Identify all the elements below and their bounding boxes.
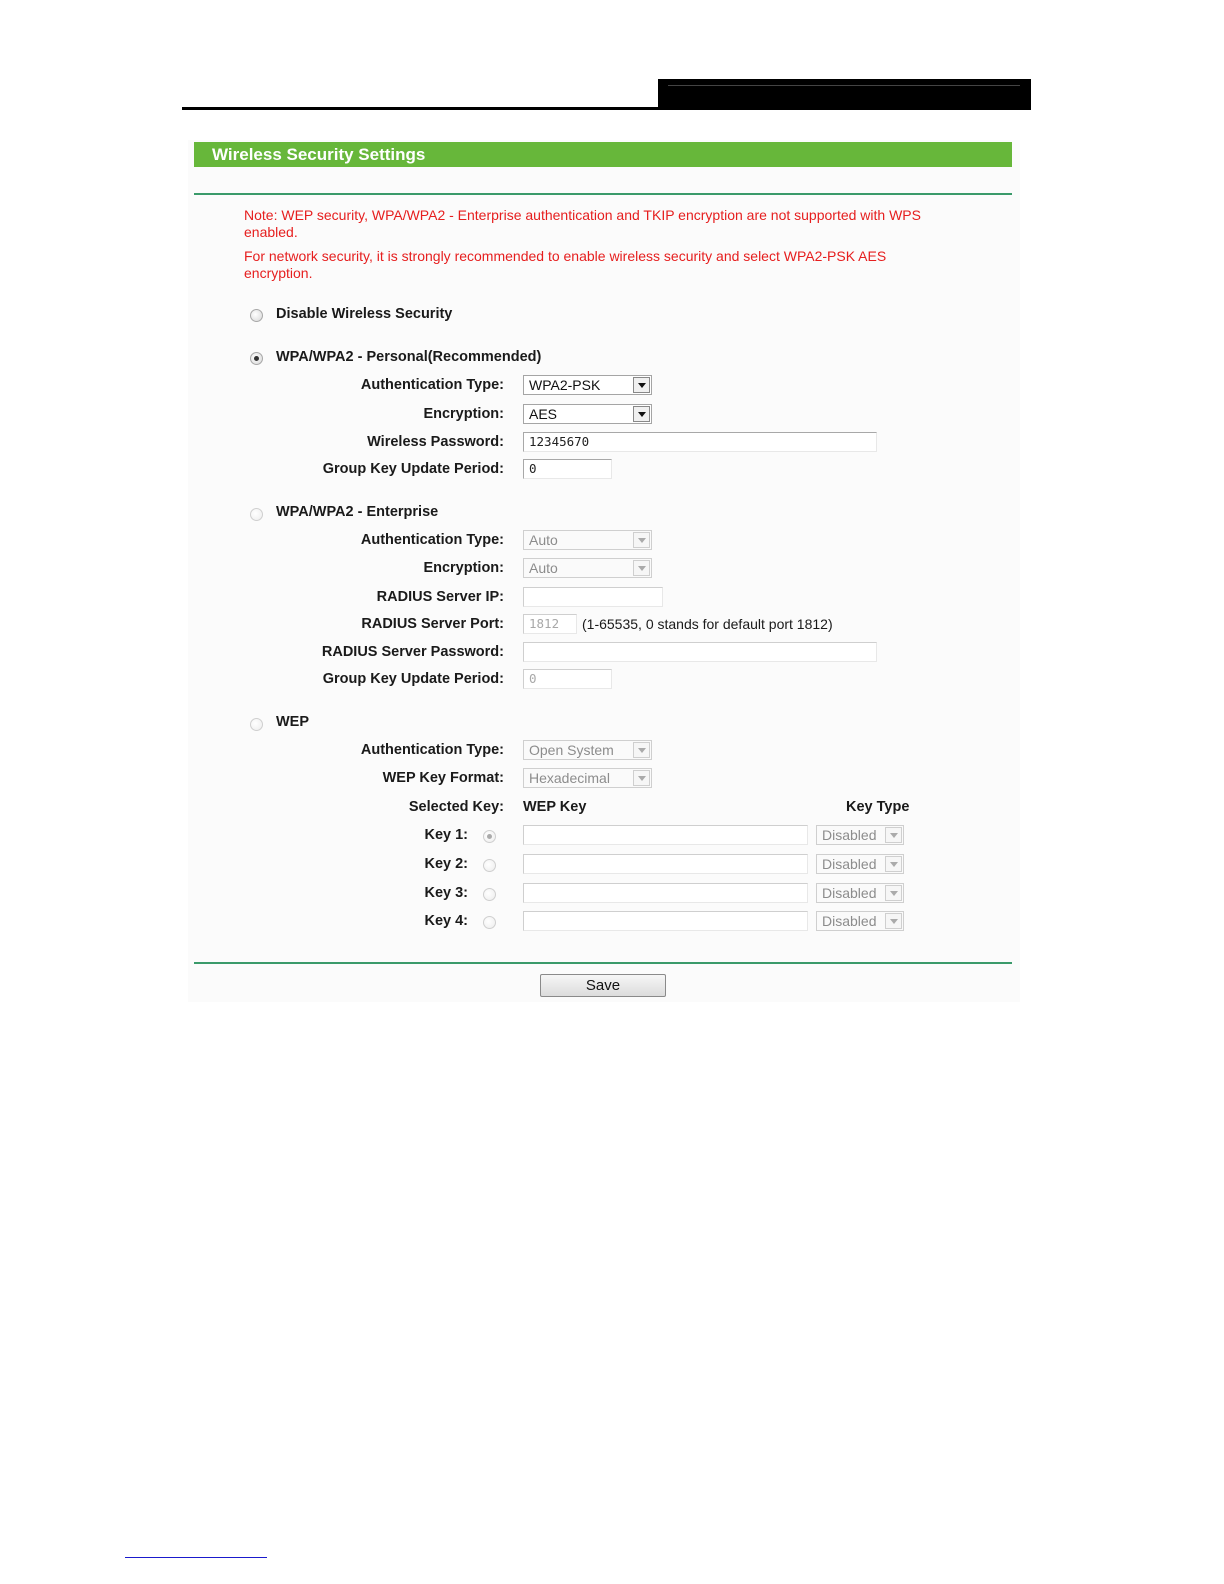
key-1-type-select[interactable]: [816, 825, 904, 845]
key-2-radio[interactable]: [483, 859, 496, 872]
wps-note: Note: WEP security, WPA/WPA2 - Enterprise authentication and TKIP encryption are not supported with WPS enabled.: [244, 207, 921, 240]
key-1-radio[interactable]: [483, 830, 496, 843]
personal-encryption-label: Encryption:: [423, 406, 504, 422]
enterprise-encryption-label: Encryption:: [423, 560, 504, 576]
enterprise-group-key-label: Group Key Update Period:: [322, 671, 504, 687]
enterprise-auth-type-select[interactable]: [523, 530, 652, 550]
page-header-block: [658, 79, 1031, 110]
wep-key-format-value: Hexadecimal: [529, 770, 610, 786]
disable-security-label: Disable Wireless Security: [276, 306, 453, 322]
bottom-divider: [194, 962, 1012, 964]
chevron-down-icon: [885, 856, 902, 872]
radius-password-input[interactable]: [523, 642, 877, 662]
panel-title: Wireless Security Settings: [194, 142, 1012, 167]
chevron-down-icon: [885, 827, 902, 843]
chevron-down-icon: [885, 885, 902, 901]
key-1-type-value: Disabled: [822, 827, 877, 843]
key-2-input[interactable]: [523, 854, 808, 874]
key-2-type-value: Disabled: [822, 856, 877, 872]
chevron-down-icon: [885, 913, 902, 929]
key-3-label: Key 3:: [424, 885, 468, 901]
wep-key-column-header: WEP Key: [523, 799, 587, 815]
chevron-down-icon: [633, 406, 650, 422]
key-4-type-value: Disabled: [822, 913, 877, 929]
personal-auth-type-label: Authentication Type:: [360, 377, 504, 393]
key-1-input[interactable]: [523, 825, 808, 845]
radius-port-hint: (1-65535, 0 stands for default port 1812): [582, 616, 833, 632]
key-3-radio[interactable]: [483, 888, 496, 901]
key-2-label: Key 2:: [424, 856, 468, 872]
personal-auth-type-value: WPA2-PSK: [529, 377, 601, 393]
chevron-down-icon: [633, 377, 650, 393]
personal-encryption-value: AES: [529, 406, 558, 422]
enterprise-encryption-value: Auto: [529, 560, 558, 576]
chevron-down-icon: [633, 770, 650, 786]
key-4-radio[interactable]: [483, 916, 496, 929]
key-3-input[interactable]: [523, 883, 808, 903]
wpa-personal-label: WPA/WPA2 - Personal(Recommended): [276, 349, 542, 365]
enterprise-auth-type-value: Auto: [529, 532, 558, 548]
enterprise-auth-type-label: Authentication Type:: [360, 532, 504, 548]
disable-security-radio[interactable]: [250, 309, 263, 322]
wep-auth-type-label: Authentication Type:: [360, 742, 504, 758]
chevron-down-icon: [633, 532, 650, 548]
wep-key-format-label: WEP Key Format:: [382, 770, 504, 786]
wep-radio[interactable]: [250, 718, 263, 731]
key-3-type-value: Disabled: [822, 885, 877, 901]
wep-key-format-select[interactable]: [523, 768, 652, 788]
wep-auth-type-select[interactable]: [523, 740, 652, 760]
wep-label: WEP: [276, 714, 310, 730]
enterprise-encryption-select[interactable]: [523, 558, 652, 578]
page-header-inner-line: [668, 85, 1020, 86]
top-divider: [194, 193, 1012, 195]
key-2-type-select[interactable]: [816, 854, 904, 874]
chevron-down-icon: [633, 742, 650, 758]
wpa-enterprise-radio[interactable]: [250, 508, 263, 521]
selected-key-label: Selected Key:: [408, 799, 504, 815]
key-3-type-select[interactable]: [816, 883, 904, 903]
personal-group-key-label: Group Key Update Period:: [322, 461, 504, 477]
key-4-type-select[interactable]: [816, 911, 904, 931]
radius-port-input[interactable]: 1812: [523, 614, 577, 634]
key-type-column-header: Key Type: [846, 799, 910, 815]
page-header-rule: [182, 107, 1031, 110]
wpa-enterprise-label: WPA/WPA2 - Enterprise: [276, 504, 439, 520]
save-button[interactable]: Save: [540, 974, 666, 997]
security-recommendation-note: For network security, it is strongly recommended to enable wireless security and select WPA2-PSK AES encryption.: [244, 248, 887, 281]
footer-link-underline: [125, 1557, 267, 1558]
key-4-input[interactable]: [523, 911, 808, 931]
key-4-label: Key 4:: [424, 913, 468, 929]
personal-auth-type-select[interactable]: [523, 375, 652, 395]
personal-encryption-select[interactable]: [523, 404, 652, 424]
radius-password-label: RADIUS Server Password:: [321, 644, 504, 660]
wireless-password-label: Wireless Password:: [367, 434, 504, 450]
radius-port-label: RADIUS Server Port:: [361, 616, 504, 632]
enterprise-group-key-input[interactable]: 0: [523, 669, 612, 689]
personal-group-key-input[interactable]: 0: [523, 459, 612, 479]
wpa-personal-radio[interactable]: [250, 352, 263, 365]
radius-ip-input[interactable]: [523, 587, 663, 607]
key-1-label: Key 1:: [424, 827, 468, 843]
wep-auth-type-value: Open System: [529, 742, 614, 758]
wireless-password-input[interactable]: 12345670: [523, 432, 877, 452]
radius-ip-label: RADIUS Server IP:: [376, 589, 504, 605]
chevron-down-icon: [633, 560, 650, 576]
